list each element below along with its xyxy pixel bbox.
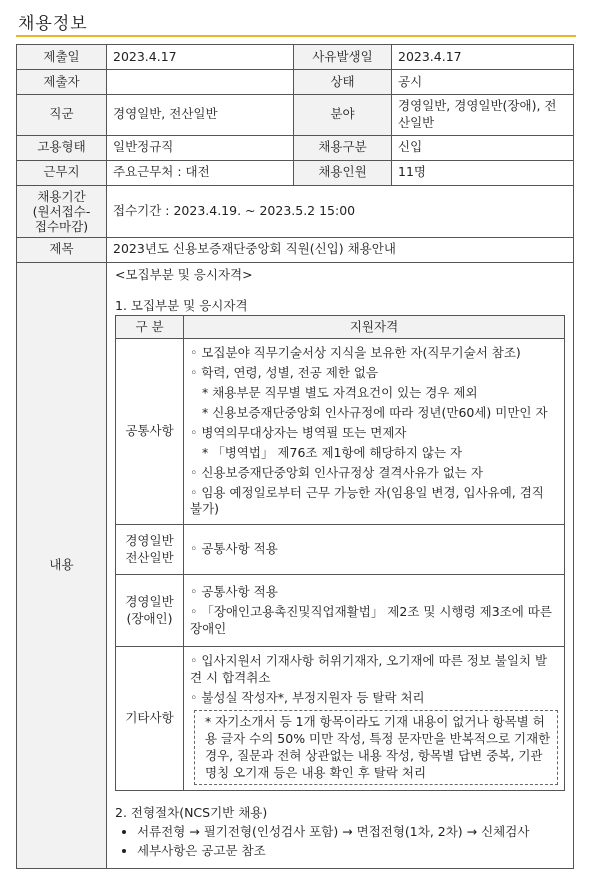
title-divider <box>16 35 576 37</box>
label-hire-type: 채용구분 <box>294 135 392 160</box>
list-item: • 서류전형 → 필기전형(인성검사 포함) → 면접전형(1차, 2차) → 신체검사 <box>137 824 565 841</box>
row-disabled-content <box>184 575 565 647</box>
value-subject: 2023년도 신용보증재단중앙회 직원(신입) 채용안내 <box>107 237 574 262</box>
other-line: ◦ 입사지원서 기재사항 허위기재자, 오기재에 따른 정보 불일치 발견 시 합격취소 <box>190 653 548 686</box>
label-headcount: 채용인원 <box>294 160 392 185</box>
info-table <box>16 44 574 869</box>
disabled-line: ◦ 공통사항 적용 <box>190 583 278 599</box>
row-other-content <box>184 647 565 791</box>
value-workplace: 주요근무처 : 대전 <box>107 160 294 185</box>
content-heading: <모집부분 및 응시자격> <box>115 266 253 282</box>
list-item: • 세부사항은 공고문 참조 <box>137 843 565 860</box>
value-status: 공시 <box>392 70 574 95</box>
value-headcount: 11명 <box>392 160 574 185</box>
label-status: 상태 <box>294 70 392 95</box>
row-common-label: 공통사항 <box>116 339 184 525</box>
common-note: * 신용보증재단중앙회 인사규정에 따라 정년(만60세) 미만인 자 <box>202 405 548 420</box>
header-category: 구 분 <box>116 315 184 339</box>
common-note: * 「병역법」 제76조 제1항에 해당하지 않는 자 <box>202 444 463 460</box>
disabled-line: ◦ 「장애인고용촉진및직업재활법」 제2조 및 시행령 제3조에 따른 장애인 <box>190 603 552 636</box>
common-line: ◦ 병역의무대상자는 병역필 또는 면제자 <box>190 424 407 440</box>
label-field: 분야 <box>294 95 392 136</box>
label-content: 내용 <box>17 262 107 868</box>
row-disabled-label: 경영일반 (장애인) <box>116 575 184 647</box>
label-period: 채용기간 (원서접수- 접수마감) <box>17 185 107 237</box>
value-hire-type: 신입 <box>392 135 574 160</box>
other-note-box: * 자기소개서 등 1개 항목이라도 기재 내용이 없거나 항목별 허용 글자 수의 50% 미만 작성, 특정 문자만을 반복적으로 기재한 경우, 질문과 전혀 상관없는 내용 작성, 항목별 답변 중복, 기관 명칭 오기재 등은 내용 확인 후 탈락 처리 <box>194 710 558 786</box>
qualification-table <box>115 315 565 792</box>
value-job-group: 경영일반, 전산일반 <box>107 95 294 136</box>
row-general-content: ◦ 공통사항 적용 <box>184 525 565 575</box>
process-list <box>115 824 565 860</box>
common-line: ◦ 학력, 연령, 성별, 전공 제한 없음 <box>190 365 379 381</box>
common-note: * 채용부문 직무별 별도 자격요건이 있는 경우 제외 <box>202 385 478 401</box>
label-submitter: 제출자 <box>17 70 107 95</box>
section2-title: 2. 전형절차(NCS기반 채용) <box>115 805 268 821</box>
label-event-date: 사유발생일 <box>294 45 392 70</box>
label-job-group: 직군 <box>17 95 107 136</box>
label-employment-type: 고용형태 <box>17 135 107 160</box>
other-line: ◦ 불성실 작성자*, 부정지원자 등 탈락 처리 <box>190 690 425 705</box>
value-submit-date: 2023.4.17 <box>107 45 294 70</box>
value-field: 경영일반, 경영일반(장애), 전산일반 <box>392 95 574 136</box>
common-line: ◦ 임용 예정일로부터 근무 가능한 자(임용일 변경, 입사유예, 겸직 불가) <box>190 484 544 517</box>
value-period: 접수기간 : 2023.4.19. ~ 2023.5.2 15:00 <box>107 185 574 237</box>
value-event-date: 2023.4.17 <box>392 45 574 70</box>
page-title: 채용정보 <box>18 14 88 34</box>
label-workplace: 근무지 <box>17 160 107 185</box>
common-line: ◦ 모집분야 직무기술서상 지식을 보유한 자(직무기술서 참조) <box>190 345 521 361</box>
row-general-label: 경영일반 전산일반 <box>116 525 184 575</box>
label-subject: 제목 <box>17 237 107 262</box>
row-other-label: 기타사항 <box>116 647 184 791</box>
value-submitter <box>107 70 294 95</box>
header-qualification: 지원자격 <box>184 315 565 339</box>
row-common-content <box>184 339 565 525</box>
label-submit-date: 제출일 <box>17 45 107 70</box>
section1-title: 1. 모집부분 및 응시자격 <box>115 297 248 313</box>
common-line: ◦ 신용보증재단중앙회 인사규정상 결격사유가 없는 자 <box>190 464 483 480</box>
content-cell <box>107 262 574 868</box>
value-employment-type: 일반정규직 <box>107 135 294 160</box>
